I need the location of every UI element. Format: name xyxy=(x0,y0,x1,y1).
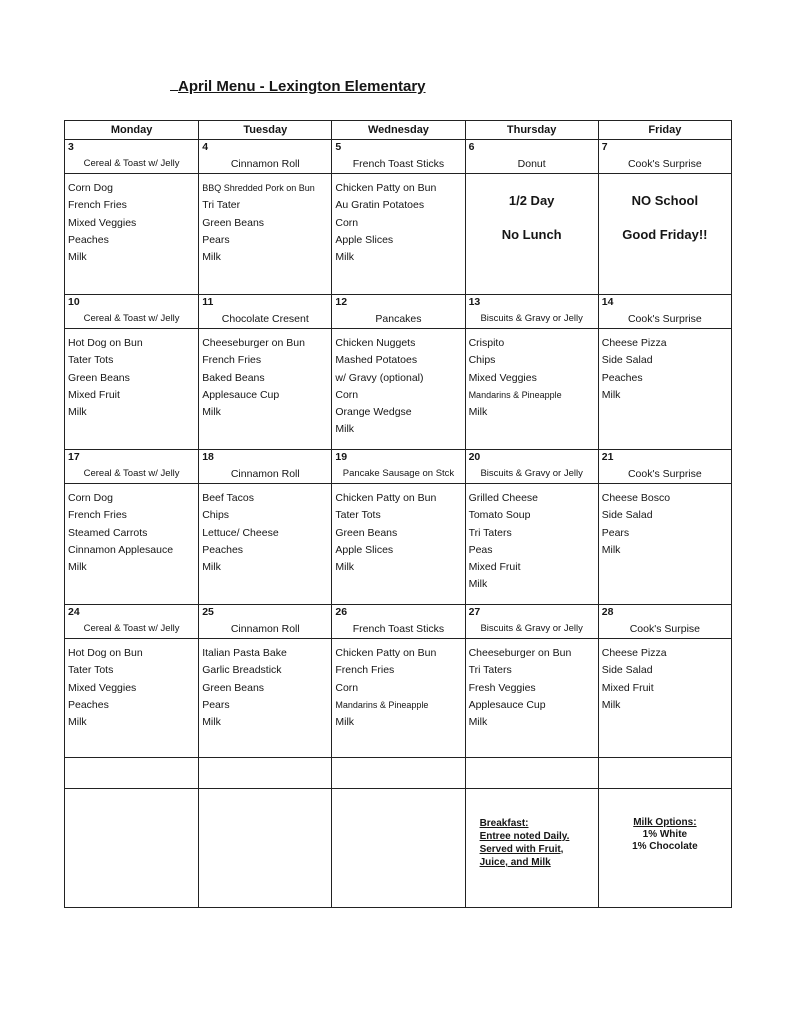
lunch-item: Pears xyxy=(202,698,230,711)
date-number: 12 xyxy=(335,296,348,308)
date-number: 26 xyxy=(335,606,348,618)
date-number: 21 xyxy=(601,451,614,463)
day-breakfast-cell xyxy=(332,450,465,484)
day-lunch-cell xyxy=(465,639,598,758)
day-breakfast-cell xyxy=(65,450,199,484)
lunch-item: Milk xyxy=(468,716,488,729)
menu-table xyxy=(64,120,732,908)
date-number: 13 xyxy=(468,296,481,308)
breakfast-item: Cinnamon Roll xyxy=(230,468,300,480)
lunch-item: Green Beans xyxy=(68,371,130,384)
breakfast-note: Breakfast: Entree noted Daily. Served with Fruit, Juice, and Milk xyxy=(465,789,598,908)
date-number: 6 xyxy=(468,141,475,153)
special-note: No Lunch xyxy=(501,227,562,242)
lunch-item: Fresh Veggies xyxy=(468,681,536,694)
week-lunch-row xyxy=(65,174,732,295)
lunch-item: Apple Slices xyxy=(335,233,394,246)
date-number: 3 xyxy=(68,141,74,153)
lunch-item: Italian Pasta Bake xyxy=(202,647,287,659)
day-lunch-cell xyxy=(465,484,598,605)
lunch-item: Peaches xyxy=(68,233,109,246)
week-breakfast-row xyxy=(65,140,732,174)
lunch-item: Corn Dog xyxy=(68,182,113,194)
day-breakfast-cell xyxy=(465,295,598,329)
breakfast-item: Cook's Surprise xyxy=(627,158,702,170)
day-lunch-cell xyxy=(199,174,332,295)
special-note: 1/2 Day xyxy=(508,193,555,208)
lunch-item: Chips xyxy=(468,354,496,367)
lunch-item: Milk xyxy=(335,251,355,264)
lunch-item: Cheeseburger on Bun xyxy=(468,647,572,659)
lunch-item: Milk xyxy=(202,561,221,574)
lunch-item: Mandarins & Pineapple xyxy=(335,699,429,710)
breakfast-item: French Toast Sticks xyxy=(352,158,445,170)
lunch-item: Grilled Cheese xyxy=(468,492,539,504)
week-lunch-row xyxy=(65,639,732,758)
day-breakfast-cell xyxy=(465,605,598,639)
day-lunch-cell xyxy=(332,639,465,758)
week-breakfast-row xyxy=(65,605,732,639)
lunch-item: Milk xyxy=(68,251,87,264)
lunch-item: Tater Tots xyxy=(68,354,114,367)
lunch-item: Tomato Soup xyxy=(468,509,531,522)
day-lunch-cell xyxy=(199,639,332,758)
day-header: Tuesday xyxy=(199,121,332,140)
breakfast-item: Pancake Sausage on Stck xyxy=(342,468,455,479)
lunch-item: Milk xyxy=(468,406,488,419)
lunch-item: Side Salad xyxy=(601,354,653,367)
day-lunch-cell xyxy=(199,329,332,450)
day-lunch-cell xyxy=(65,329,199,450)
lunch-item: Corn xyxy=(335,681,359,694)
date-number: 18 xyxy=(202,451,214,463)
day-breakfast-cell xyxy=(65,140,199,174)
lunch-item: Mixed Fruit xyxy=(468,561,521,574)
lunch-item: Lettuce/ Cheese xyxy=(202,526,279,539)
week-lunch-row xyxy=(65,329,732,450)
lunch-item: Hot Dog on Bun xyxy=(68,337,143,349)
day-breakfast-cell xyxy=(65,295,199,329)
breakfast-item: Biscuits & Gravy or Jelly xyxy=(480,313,583,324)
day-breakfast-cell xyxy=(332,295,465,329)
day-lunch-cell xyxy=(332,484,465,605)
day-breakfast-cell xyxy=(598,140,731,174)
breakfast-item: Pancakes xyxy=(375,313,422,325)
date-number: 19 xyxy=(335,451,348,463)
day-lunch-cell xyxy=(332,174,465,295)
lunch-item: Beef Tacos xyxy=(202,492,254,504)
breakfast-item: Biscuits & Gravy or Jelly xyxy=(480,468,583,479)
lunch-item: Side Salad xyxy=(601,509,653,522)
lunch-item: Chicken Patty on Bun xyxy=(335,182,437,194)
day-lunch-cell xyxy=(332,329,465,450)
day-breakfast-cell xyxy=(598,450,731,484)
date-number: 7 xyxy=(601,141,608,153)
lunch-item: Mixed Veggies xyxy=(468,371,537,384)
lunch-item: Tater Tots xyxy=(335,509,381,522)
day-breakfast-cell xyxy=(465,450,598,484)
lunch-item: Milk xyxy=(468,578,488,591)
lunch-item: Pears xyxy=(202,233,230,246)
lunch-item: Tater Tots xyxy=(68,664,114,677)
lunch-item: Mixed Fruit xyxy=(601,681,654,694)
day-lunch-cell xyxy=(598,639,731,758)
day-lunch-cell xyxy=(199,484,332,605)
breakfast-item: Cook's Surprise xyxy=(627,313,702,325)
lunch-item: Corn xyxy=(335,216,359,229)
breakfast-item: Cereal & Toast w/ Jelly xyxy=(83,158,180,169)
day-breakfast-cell xyxy=(199,140,332,174)
breakfast-item: Cinnamon Roll xyxy=(230,623,300,635)
lunch-item: Green Beans xyxy=(202,216,265,229)
special-note: NO School xyxy=(631,193,699,208)
date-number: 25 xyxy=(202,606,214,618)
week-breakfast-row xyxy=(65,450,732,484)
blank-row xyxy=(65,758,732,789)
lunch-item: French Fries xyxy=(68,509,127,522)
lunch-item: Milk xyxy=(335,561,355,574)
lunch-item: Milk xyxy=(601,388,621,401)
day-lunch-cell xyxy=(65,639,199,758)
date-number: 5 xyxy=(335,141,342,153)
lunch-item: Hot Dog on Bun xyxy=(68,647,143,659)
lunch-item: Green Beans xyxy=(335,526,398,539)
special-note: Good Friday!! xyxy=(622,227,708,242)
day-header: Friday xyxy=(598,121,731,140)
day-breakfast-cell xyxy=(332,140,465,174)
lunch-item: Cheese Pizza xyxy=(601,337,667,349)
lunch-item: Mandarins & Pineapple xyxy=(468,389,562,400)
date-number: 28 xyxy=(601,606,614,618)
day-lunch-cell xyxy=(598,484,731,605)
day-lunch-cell xyxy=(465,329,598,450)
lunch-item: Peaches xyxy=(68,698,109,711)
breakfast-item: French Toast Sticks xyxy=(352,623,445,635)
lunch-item: Mixed Veggies xyxy=(68,681,137,694)
day-breakfast-cell xyxy=(65,605,199,639)
day-breakfast-cell xyxy=(199,295,332,329)
date-number: 20 xyxy=(468,451,481,463)
day-lunch-cell xyxy=(465,174,598,295)
lunch-item: Steamed Carrots xyxy=(68,526,148,539)
lunch-item: Au Gratin Potatoes xyxy=(335,199,425,212)
lunch-item: Applesauce Cup xyxy=(202,388,280,401)
lunch-item: Peaches xyxy=(601,371,643,384)
lunch-item: Milk xyxy=(335,423,355,436)
lunch-item: Milk xyxy=(68,561,87,574)
day-breakfast-cell xyxy=(465,140,598,174)
lunch-item: Tri Taters xyxy=(468,526,512,539)
day-header: Monday xyxy=(65,121,199,140)
date-number: 4 xyxy=(202,141,209,153)
lunch-item: Chicken Patty on Bun xyxy=(335,492,437,504)
week-breakfast-row xyxy=(65,295,732,329)
lunch-item: Cheese Bosco xyxy=(601,492,671,504)
breakfast-item: Biscuits & Gravy or Jelly xyxy=(480,623,583,634)
day-breakfast-cell xyxy=(598,295,731,329)
day-breakfast-cell xyxy=(199,605,332,639)
lunch-item: w/ Gravy (optional) xyxy=(335,371,424,384)
date-number: 17 xyxy=(68,451,80,463)
date-number: 11 xyxy=(202,296,214,308)
lunch-item: Milk xyxy=(68,406,87,419)
lunch-item: Chips xyxy=(202,509,230,522)
lunch-item: Mixed Veggies xyxy=(68,216,137,229)
breakfast-item: Cereal & Toast w/ Jelly xyxy=(83,623,180,634)
lunch-item: Milk xyxy=(68,716,87,729)
lunch-item: Side Salad xyxy=(601,664,653,677)
lunch-item: Corn xyxy=(335,388,359,401)
lunch-item: Orange Wedgse xyxy=(335,406,412,419)
lunch-item: Tri Taters xyxy=(468,664,512,677)
lunch-item: Mixed Fruit xyxy=(68,388,120,401)
lunch-item: Cheese Pizza xyxy=(601,647,667,659)
week-lunch-row xyxy=(65,484,732,605)
lunch-item: BBQ Shredded Pork on Bun xyxy=(202,183,315,193)
lunch-item: Green Beans xyxy=(202,681,265,694)
lunch-item: Milk xyxy=(202,251,221,264)
lunch-item: Mashed Potatoes xyxy=(335,354,418,367)
breakfast-item: Donut xyxy=(517,158,546,170)
date-number: 27 xyxy=(468,606,481,618)
lunch-item: Peas xyxy=(468,543,493,556)
day-header: Thursday xyxy=(465,121,598,140)
lunch-item: French Fries xyxy=(68,199,127,212)
lunch-item: Cinnamon Applesauce xyxy=(68,543,174,556)
day-header: Wednesday xyxy=(332,121,465,140)
lunch-item: Apple Slices xyxy=(335,543,394,556)
notes-row xyxy=(65,789,732,908)
milk-options: Milk Options: 1% White 1% Chocolate xyxy=(598,789,731,908)
breakfast-item: Cinnamon Roll xyxy=(230,158,300,170)
day-breakfast-cell xyxy=(332,605,465,639)
breakfast-item: Cereal & Toast w/ Jelly xyxy=(83,468,180,479)
day-breakfast-cell xyxy=(598,605,731,639)
lunch-item: Tri Tater xyxy=(202,199,241,212)
date-number: 10 xyxy=(68,296,80,308)
day-breakfast-cell xyxy=(199,450,332,484)
day-lunch-cell xyxy=(598,329,731,450)
lunch-item: French Fries xyxy=(202,354,262,367)
lunch-item: Garlic Breadstick xyxy=(202,664,282,677)
lunch-item: Applesauce Cup xyxy=(468,698,546,711)
lunch-item: Peaches xyxy=(202,543,244,556)
breakfast-item: Cook's Surprise xyxy=(627,468,702,480)
breakfast-item: Chocolate Cresent xyxy=(221,313,309,325)
lunch-item: Milk xyxy=(202,716,221,729)
lunch-item: Corn Dog xyxy=(68,492,113,504)
lunch-item: Chicken Patty on Bun xyxy=(335,647,437,659)
day-lunch-cell xyxy=(65,174,199,295)
breakfast-item: Cook's Surpise xyxy=(629,623,701,635)
lunch-item: Milk xyxy=(335,716,355,729)
day-lunch-cell xyxy=(65,484,199,605)
lunch-item: Milk xyxy=(601,698,621,711)
lunch-item: Milk xyxy=(601,543,621,556)
date-number: 24 xyxy=(68,606,80,618)
day-lunch-cell xyxy=(598,174,731,295)
date-number: 14 xyxy=(601,296,614,308)
page-title: April Menu - Lexington Elementary xyxy=(170,78,426,95)
day-header-row xyxy=(65,121,732,140)
lunch-item: Cheeseburger on Bun xyxy=(202,337,305,349)
lunch-item: Pears xyxy=(601,526,630,539)
lunch-item: Baked Beans xyxy=(202,371,265,384)
lunch-item: Milk xyxy=(202,406,221,419)
breakfast-item: Cereal & Toast w/ Jelly xyxy=(83,313,180,324)
lunch-item: Chicken Nuggets xyxy=(335,337,416,349)
lunch-item: French Fries xyxy=(335,664,395,677)
lunch-item: Crispito xyxy=(468,337,505,349)
